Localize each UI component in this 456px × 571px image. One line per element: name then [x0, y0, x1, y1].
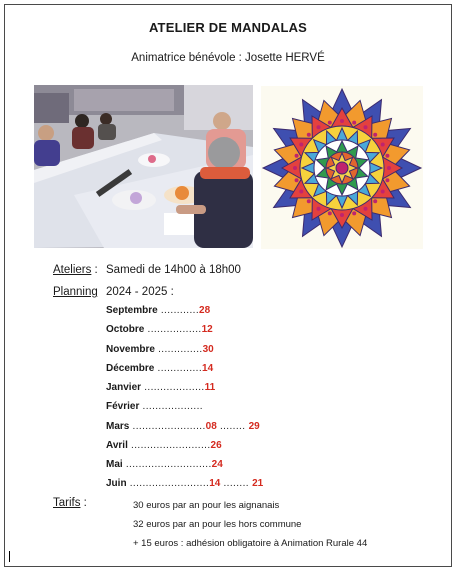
month-row: [106, 421, 260, 432]
month-name: Septembre: [106, 305, 158, 316]
month-dots: ...................: [141, 382, 205, 393]
month-name: Avril: [106, 440, 128, 451]
month-dots: .........................: [127, 440, 211, 451]
tarifs-sep: :: [80, 497, 87, 509]
month-dots: ............: [157, 305, 200, 316]
month-date: 14: [202, 363, 214, 374]
month-name: Février: [106, 401, 140, 412]
month-dots: .........................: [126, 478, 210, 489]
planning-label: [53, 286, 98, 298]
month-row: [106, 478, 263, 489]
month-name: Mars: [106, 421, 130, 432]
workshop-photo: [34, 85, 253, 248]
tarif-line-membership: + 15 euros : adhésion obligatoire à Animation Rurale 44: [133, 538, 368, 549]
page-subtitle: Animatrice bénévole : Josette HERVÉ: [131, 52, 325, 64]
month-dots: .................: [144, 324, 202, 335]
month-dots: ...................: [139, 401, 203, 412]
mandala-image: [261, 86, 423, 249]
planning-value: 2024 - 2025 :: [106, 286, 174, 298]
month-name: Juin: [106, 478, 127, 489]
month-row: [106, 440, 222, 451]
month-date: 11: [204, 382, 216, 393]
page-title: ATELIER DE MANDALAS: [148, 20, 308, 35]
month-dots: .......................: [129, 421, 206, 432]
tarifs-line: [53, 497, 87, 509]
month-dots: ..............: [154, 363, 203, 374]
month-date: 26: [210, 440, 222, 451]
month-date: 08: [205, 421, 217, 432]
ateliers-line: [53, 264, 98, 276]
month-date: 30: [202, 344, 214, 355]
month-name: Janvier: [106, 382, 142, 393]
text-cursor: [9, 551, 10, 562]
month-date: 12: [201, 324, 213, 335]
month-row: [106, 305, 210, 316]
month-name: Octobre: [106, 324, 145, 335]
document-page: [4, 4, 452, 567]
mandala-drawing: [261, 86, 423, 249]
month-row: [106, 401, 203, 412]
workshop-photo-drawing: [34, 85, 253, 248]
month-name: Décembre: [106, 363, 155, 374]
planning-label-text: Planning: [53, 286, 98, 298]
month-name: Mai: [106, 459, 123, 470]
month-dots: ...........................: [122, 459, 212, 470]
month-dots: ..............: [154, 344, 203, 355]
ateliers-value: Samedi de 14h00 à 18h00: [106, 264, 241, 276]
month-dots: ........: [216, 421, 249, 432]
month-date: 14: [209, 478, 221, 489]
month-row: [106, 459, 223, 470]
ateliers-label: Ateliers: [53, 264, 92, 276]
tarif-line-non-resident: 32 euros par an pour les hors commune: [133, 519, 302, 530]
month-date: 21: [252, 478, 264, 489]
tarif-line-resident: 30 euros par an pour les aignanais: [133, 500, 280, 511]
month-dots: ........: [220, 478, 253, 489]
month-row: [106, 363, 213, 374]
month-name: Novembre: [106, 344, 155, 355]
month-date: 29: [248, 421, 260, 432]
tarifs-label: Tarifs: [53, 497, 81, 509]
month-row: [106, 344, 214, 355]
month-date: 28: [199, 305, 211, 316]
ateliers-sep: :: [91, 264, 98, 276]
month-date: 24: [211, 459, 223, 470]
month-row: [106, 324, 213, 335]
month-row: [106, 382, 215, 393]
